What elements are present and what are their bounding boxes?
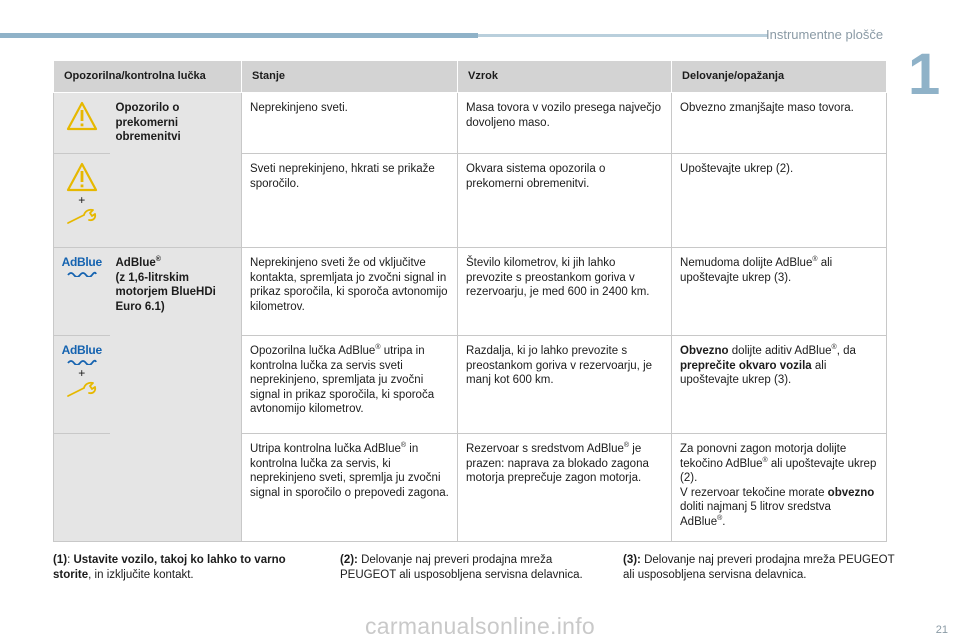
chapter-number: 1: [908, 42, 941, 107]
wrench-icon: [65, 208, 99, 226]
light-name-adblue: AdBlue® (z 1,6-litrskim motorjem BlueHDi Euro 6.1): [110, 248, 242, 542]
plus-sign: +: [78, 365, 86, 380]
header-accent-bar: [0, 33, 478, 38]
icon-cell: [54, 336, 110, 434]
state-cell: Sveti neprekinjeno, hkrati se prikaže sporočilo.: [242, 154, 458, 248]
warning-triangle-icon: [66, 101, 98, 131]
icon-cell: [54, 93, 110, 154]
cause-cell: Rezervoar s sredstvom AdBlue® je prazen: naprava za blokado zagona motorja preprečuje zagon motorja.: [458, 434, 672, 542]
state-cell: Neprekinjeno sveti.: [242, 93, 458, 154]
footnote-1: (1): Ustavite vozilo, takoj ko lahko to varno storite, in izključite kontakt.: [53, 554, 286, 581]
action-cell: Nemudoma dolijte AdBlue® ali upoštevajte ukrep (3).: [672, 248, 887, 336]
state-cell: Utripa kontrolna lučka AdBlue® in kontrolna lučka za servis, ki neprekinjeno sveti, spremlja ju zvočni signal in sporočilo o prepovedi zagona.: [242, 434, 458, 542]
plus-sign: +: [78, 193, 86, 207]
section-title: Instrumentne plošče: [766, 27, 884, 42]
col-header-cause: Vzrok: [458, 61, 672, 93]
watermark: carmanualsonline.info: [364, 613, 596, 639]
page-number: 21: [935, 624, 948, 636]
adblue-icon: [56, 345, 108, 365]
fluid-wave-icon: [67, 271, 97, 277]
cause-cell: Število kilometrov, ki jih lahko prevozite s preostankom goriva v rezervoarju, je med 600 in 2400 km.: [458, 248, 672, 336]
cause-cell: Razdalja, ki jo lahko prevozite s preostankom goriva v rezervoarju, je manj kot 600 km.: [458, 336, 672, 434]
action-cell: Za ponovni zagon motorja dolijte tekočino AdBlue® ali upoštevajte ukrep (2). V rezervoar tekočine morate obvezno doliti najmanj 5 litrov sredstva AdBlue®.: [672, 434, 887, 542]
adblue-icon-text: AdBlue: [61, 255, 102, 269]
action-cell: Obvezno dolijte aditiv AdBlue®, da preprečite okvaro vozila ali upoštevajte ukrep (3).: [672, 336, 887, 434]
action-cell: Upoštevajte ukrep (2).: [672, 154, 887, 248]
warning-lights-table: [53, 60, 887, 542]
table-row: [54, 93, 887, 154]
col-header-state: Stanje: [242, 61, 458, 93]
icon-cell: [54, 248, 110, 336]
fluid-wave-icon: [67, 359, 97, 365]
state-cell: Neprekinjeno sveti že od vključitve kontakta, spremljata jo zvočni signal in prikaz sporočila, ki sporoča avtonomijo kilometrov.: [242, 248, 458, 336]
cause-cell: Okvara sistema opozorila o prekomerni obremenitvi.: [458, 154, 672, 248]
col-header-action: Delovanje/opažanja: [672, 61, 887, 93]
table-header-row: [54, 61, 887, 93]
state-cell: Opozorilna lučka AdBlue® utripa in kontrolna lučka za servis sveti neprekinjeno, spremljata ju zvočni signal in prikaz sporočila, ki sporoča avtonomijo kilometrov.: [242, 336, 458, 434]
header-accent-bar-light: [478, 34, 768, 37]
table-row: [54, 248, 887, 336]
cause-cell: Masa tovora v vozilo presega največjo dovoljeno maso.: [458, 93, 672, 154]
footnote-3: (3): Delovanje naj preveri prodajna mreža PEUGEOT ali usposobljena servisna delavnica.: [623, 554, 895, 581]
col-header-light: Opozorilna/kontrolna lučka: [54, 61, 242, 93]
action-cell: Obvezno zmanjšajte maso tovora.: [672, 93, 887, 154]
wrench-icon: [65, 381, 99, 399]
warning-triangle-icon: [66, 162, 98, 192]
light-name-overload: Opozorilo o prekomerni obremenitvi: [110, 93, 242, 248]
footnote-2: (2): Delovanje naj preveri prodajna mreža PEUGEOT ali usposobljena servisna delavnica.: [340, 554, 583, 581]
adblue-icon-text: AdBlue: [61, 343, 102, 357]
icon-cell: [54, 154, 110, 248]
icon-cell: [54, 434, 110, 542]
adblue-icon: [56, 257, 108, 277]
